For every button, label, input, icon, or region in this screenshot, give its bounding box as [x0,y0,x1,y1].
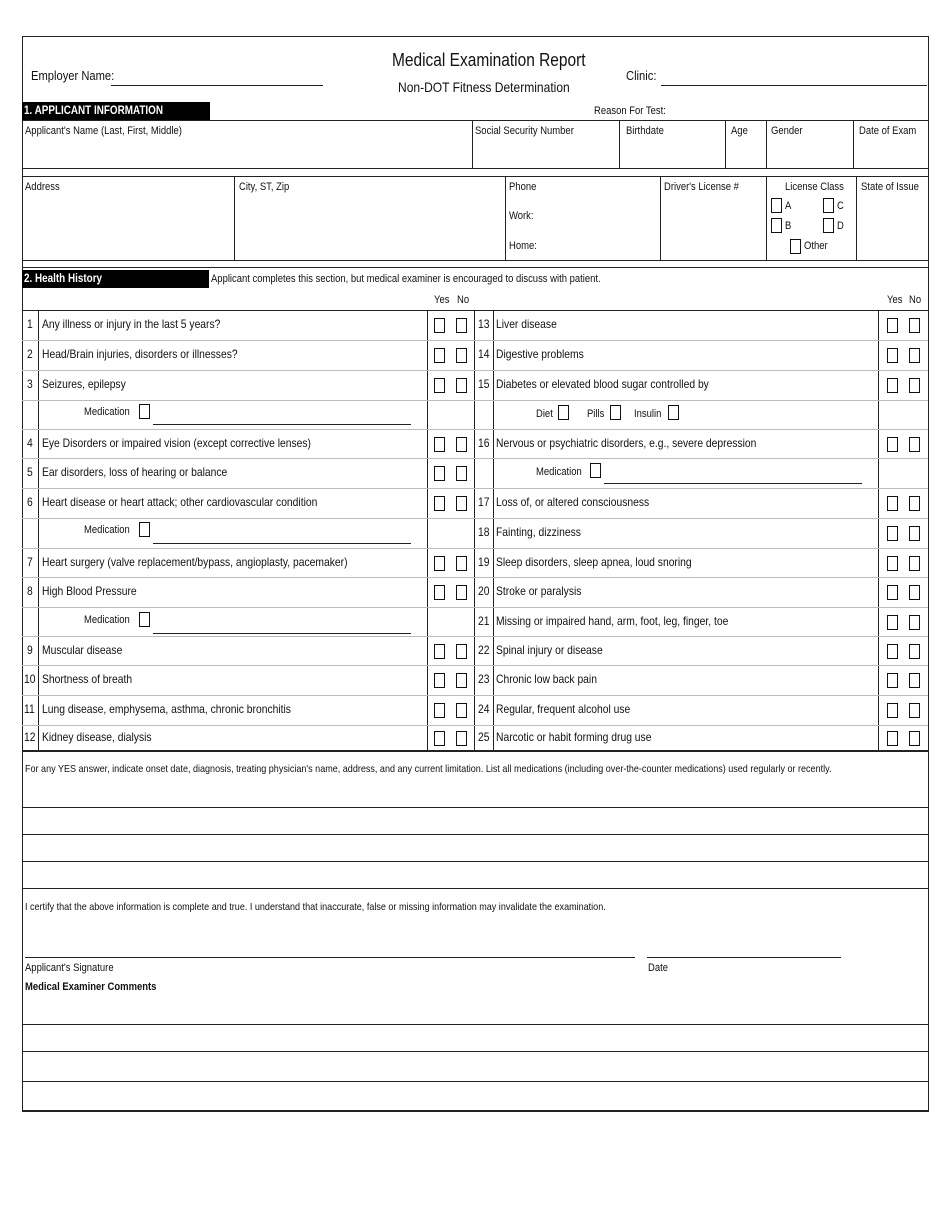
birthdate-label: Birthdate [626,125,664,137]
yes-checkbox[interactable] [887,556,898,571]
insulin-checkbox[interactable] [668,405,679,420]
row-divider [22,488,928,489]
yes-checkbox[interactable] [434,703,445,718]
signature-date-field[interactable] [647,957,841,958]
license-class-d-checkbox[interactable] [823,218,834,233]
item-number: 13 [478,317,490,331]
license-class-c-checkbox[interactable] [823,198,834,213]
no-checkbox[interactable] [909,318,920,333]
insulin-label: Insulin [634,408,662,420]
yes-header-left: Yes [434,294,450,306]
no-checkbox[interactable] [456,703,467,718]
yes-checkbox[interactable] [887,318,898,333]
no-header-left: No [457,294,470,306]
row-divider [22,695,928,696]
yes-checkbox[interactable] [887,496,898,511]
yes-checkbox[interactable] [887,673,898,688]
no-checkbox[interactable] [456,731,467,746]
no-checkbox[interactable] [456,318,467,333]
yes-checkbox[interactable] [887,731,898,746]
no-checkbox[interactable] [909,585,920,600]
item-number: 3 [27,377,33,391]
yes-checkbox[interactable] [434,496,445,511]
item-number: 6 [27,495,33,509]
no-checkbox[interactable] [909,673,920,688]
item-number: 22 [478,643,490,657]
item-number: 21 [478,614,490,628]
yes-checkbox[interactable] [434,466,445,481]
no-checkbox[interactable] [456,585,467,600]
medication-checkbox-nervous[interactable] [590,463,601,478]
no-checkbox[interactable] [909,526,920,541]
row-divider [22,370,928,371]
yes-checkbox[interactable] [434,731,445,746]
yes-checkbox[interactable] [434,673,445,688]
no-checkbox[interactable] [909,703,920,718]
item-question: Muscular disease [42,643,123,657]
medication-checkbox-blood-pressure[interactable] [139,612,150,627]
item-number: 7 [27,555,33,569]
license-class-d-label: D [837,220,844,232]
item-question: Sleep disorders, sleep apnea, loud snoring [496,555,692,569]
item-number: 4 [27,436,33,450]
pills-label: Pills [587,408,605,420]
employer-label: Employer Name: [31,68,115,83]
ssn-label: Social Security Number [475,125,574,137]
license-class-b-label: B [785,220,792,232]
item-question: Spinal injury or disease [496,643,603,657]
yes-checkbox[interactable] [434,437,445,452]
no-checkbox[interactable] [909,378,920,393]
city-label: City, ST, Zip [239,181,290,193]
item-number: 8 [27,584,33,598]
certification-text: I certify that the above information is complete and true. I understand that inaccurate, false or missing information may invalidate the examination. [25,901,606,913]
item-number: 2 [27,347,33,361]
yes-checkbox[interactable] [887,615,898,630]
medication-label-nervous: Medication [536,466,582,478]
item-number: 10 [24,672,36,686]
row-divider [22,429,928,430]
item-number: 19 [478,555,490,569]
yes-checkbox[interactable] [887,703,898,718]
no-checkbox[interactable] [909,437,920,452]
item-number: 14 [478,347,490,361]
signature-date-label: Date [648,962,668,974]
item-question: Kidney disease, dialysis [42,730,152,744]
yes-checkbox[interactable] [887,378,898,393]
yes-checkbox[interactable] [434,556,445,571]
yes-checkbox[interactable] [887,585,898,600]
no-checkbox[interactable] [909,644,920,659]
yes-header-right: Yes [887,294,903,306]
row-divider [22,340,928,341]
item-question: Chronic low back pain [496,672,597,686]
license-class-b-checkbox[interactable] [771,218,782,233]
row-divider [22,400,928,401]
license-class-other-checkbox[interactable] [790,239,801,254]
item-number: 16 [478,436,490,450]
item-question: Shortness of breath [42,672,133,686]
no-header-right: No [909,294,922,306]
item-question: Any illness or injury in the last 5 years? [42,317,221,331]
item-question: Heart disease or heart attack; other cardiovascular condition [42,495,318,509]
medication-field-seizures[interactable] [153,424,411,425]
medication-field-heart[interactable] [153,543,411,544]
item-question: Diabetes or elevated blood sugar controlled by [496,377,709,391]
health-history-note: Applicant completes this section, but medical examiner is encouraged to discuss with patient. [211,273,601,285]
applicant-signature-label: Applicant's Signature [25,962,114,974]
reason-for-test-label: Reason For Test: [594,105,666,117]
item-number: 11 [24,702,35,716]
item-question: Missing or impaired hand, arm, foot, leg, finger, toe [496,614,729,628]
yes-checkbox[interactable] [887,526,898,541]
item-question: Fainting, dizziness [496,525,581,539]
item-number: 12 [24,730,36,744]
no-checkbox[interactable] [456,673,467,688]
license-class-a-checkbox[interactable] [771,198,782,213]
item-question: Narcotic or habit forming drug use [496,730,652,744]
yes-checkbox[interactable] [887,644,898,659]
no-checkbox[interactable] [456,556,467,571]
home-phone-label: Home: [509,240,537,252]
row-divider [22,518,928,519]
clinic-label: Clinic: [626,68,657,83]
yes-checkbox[interactable] [434,644,445,659]
item-number: 18 [478,525,490,539]
item-question: Nervous or psychiatric disorders, e.g., severe depression [496,436,757,450]
item-question: Seizures, epilepsy [42,377,126,391]
item-question: High Blood Pressure [42,584,137,598]
yes-checkbox[interactable] [434,318,445,333]
license-class-a-label: A [785,200,792,212]
yes-checkbox[interactable] [434,378,445,393]
medication-label-seizures: Medication [84,406,130,418]
item-question: Heart surgery (valve replacement/bypass, angioplasty, pacemaker) [42,555,348,569]
drivers-license-label: Driver's License # [664,181,739,193]
no-checkbox[interactable] [456,644,467,659]
section1-title: 1. APPLICANT INFORMATION [22,102,210,120]
yes-checkbox[interactable] [887,348,898,363]
medication-label-blood-pressure: Medication [84,614,130,626]
work-phone-label: Work: [509,210,534,222]
row-divider [22,577,928,578]
item-number: 23 [478,672,490,686]
item-question: Digestive problems [496,347,584,361]
no-checkbox[interactable] [909,496,920,511]
row-divider [22,636,928,637]
item-number: 17 [478,495,490,509]
yes-checkbox[interactable] [434,348,445,363]
no-checkbox[interactable] [909,556,920,571]
item-number: 5 [27,465,33,479]
license-class-label: License Class [785,181,844,193]
yes-checkbox[interactable] [434,585,445,600]
no-checkbox[interactable] [909,731,920,746]
diet-checkbox[interactable] [558,405,569,420]
license-class-c-label: C [837,200,844,212]
no-checkbox[interactable] [456,378,467,393]
yes-answer-instructions: For any YES answer, indicate onset date, diagnosis, treating physician's name, address, and any current limitation. List all medications (including over-the-counter medications) used regularly or recently. [25,763,832,775]
row-divider [22,607,928,608]
yes-checkbox[interactable] [887,437,898,452]
item-number: 1 [27,317,33,331]
frame-right [928,36,929,1112]
medication-checkbox-heart[interactable] [139,522,150,537]
item-question: Ear disorders, loss of hearing or balance [42,465,228,479]
row-divider [22,725,928,726]
item-number: 9 [27,643,33,657]
row-divider [22,665,928,666]
no-checkbox[interactable] [456,466,467,481]
diet-label: Diet [536,408,553,420]
form-title: Medical Examination Report [392,50,586,70]
item-question: Stroke or paralysis [496,584,582,598]
clinic-field[interactable] [661,85,927,86]
frame-top [22,36,928,37]
medication-label-heart: Medication [84,524,130,536]
item-question: Regular, frequent alcohol use [496,702,631,716]
item-question: Liver disease [496,317,557,331]
gender-label: Gender [771,125,803,137]
no-checkbox[interactable] [909,348,920,363]
item-question: Lung disease, emphysema, asthma, chronic bronchitis [42,702,291,716]
no-checkbox[interactable] [456,437,467,452]
phone-label: Phone [509,181,537,193]
no-checkbox[interactable] [909,615,920,630]
examiner-comments-label: Medical Examiner Comments [25,981,157,993]
item-number: 20 [478,584,490,598]
item-question: Head/Brain injuries, disorders or illnesses? [42,347,238,361]
row-divider [22,458,928,459]
license-class-other-label: Other [804,240,828,252]
medication-field-blood-pressure[interactable] [153,633,411,634]
age-label: Age [731,125,748,137]
row-divider [22,548,928,549]
item-question: Loss of, or altered consciousness [496,495,650,509]
no-checkbox[interactable] [456,348,467,363]
item-question: Eye Disorders or impaired vision (except corrective lenses) [42,436,311,450]
item-number: 24 [478,702,490,716]
applicant-signature-field[interactable] [25,957,635,958]
frame-left [22,36,23,1112]
item-number: 15 [478,377,490,391]
pills-checkbox[interactable] [610,405,621,420]
item-number: 25 [478,730,490,744]
date-of-exam-label: Date of Exam [859,125,917,137]
medication-checkbox-seizures[interactable] [139,404,150,419]
form-subtitle: Non-DOT Fitness Determination [398,79,570,95]
state-of-issue-label: State of Issue [861,181,919,193]
applicant-name-label: Applicant's Name (Last, First, Middle) [25,125,182,137]
section2-title: 2. Health History [22,270,209,288]
employer-name-field[interactable] [111,85,323,86]
section1-divider [22,120,928,121]
address-label: Address [25,181,60,193]
medication-field-nervous[interactable] [604,483,862,484]
no-checkbox[interactable] [456,496,467,511]
